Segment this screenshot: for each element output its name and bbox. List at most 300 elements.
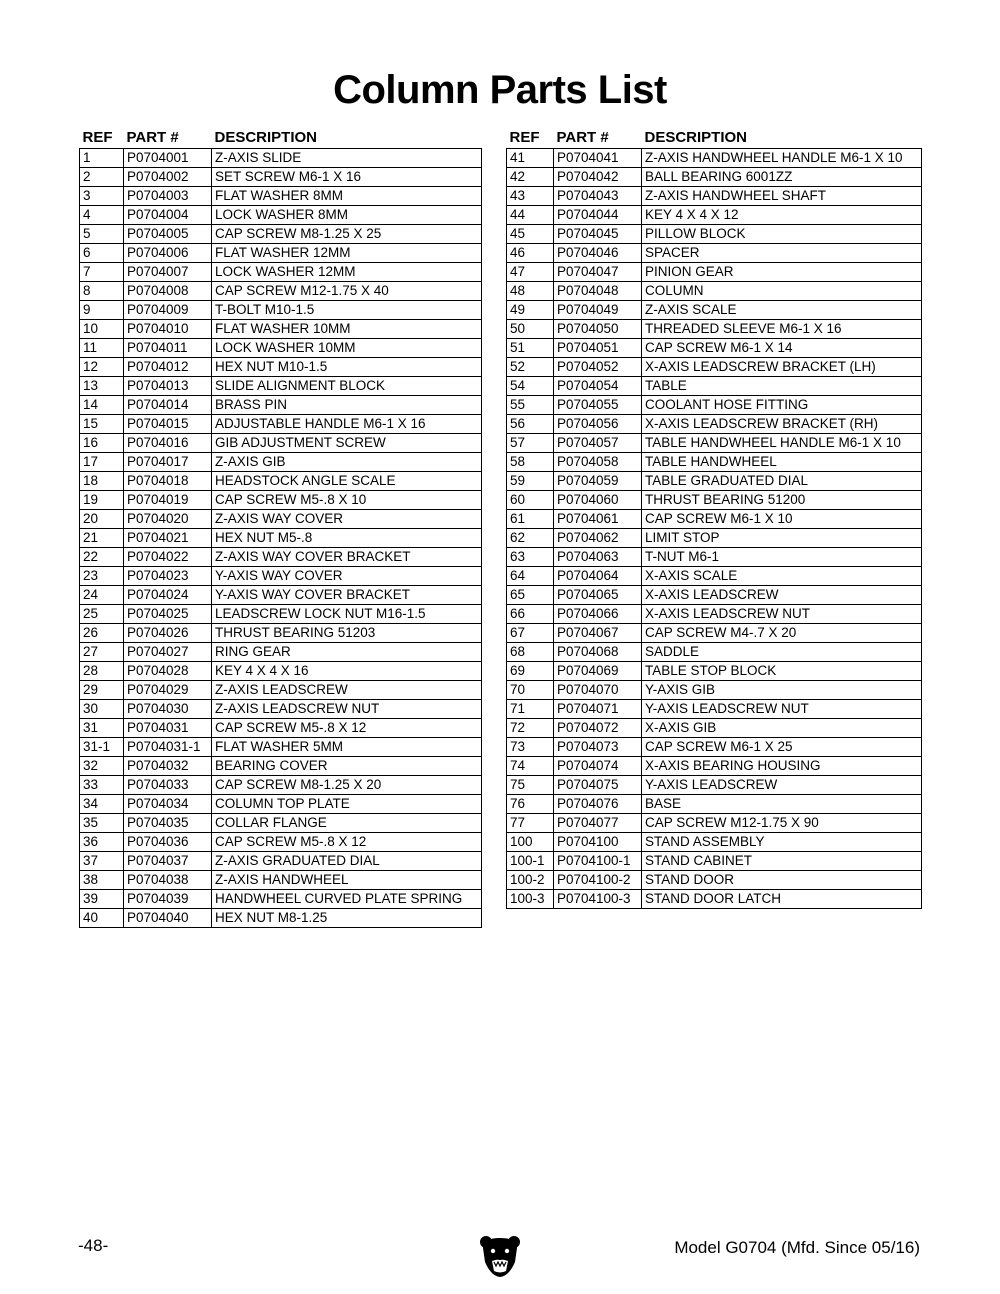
description-cell: TABLE STOP BLOCK <box>642 662 922 681</box>
ref-cell: 27 <box>80 643 124 662</box>
part-number-cell: P0704100-1 <box>554 852 642 871</box>
part-number-cell: P0704015 <box>124 415 212 434</box>
ref-cell: 66 <box>507 605 554 624</box>
description-cell: Z-AXIS GRADUATED DIAL <box>212 852 482 871</box>
ref-cell: 52 <box>507 358 554 377</box>
table-row <box>507 244 922 263</box>
table-row <box>80 738 482 757</box>
part-number-cell: P0704036 <box>124 833 212 852</box>
description-cell: CAP SCREW M5-.8 X 12 <box>212 719 482 738</box>
table-row <box>507 643 922 662</box>
table-row <box>80 434 482 453</box>
description-cell: THREADED SLEEVE M6-1 X 16 <box>642 320 922 339</box>
ref-cell: 61 <box>507 510 554 529</box>
ref-cell: 11 <box>80 339 124 358</box>
description-cell: HANDWHEEL CURVED PLATE SPRING <box>212 890 482 909</box>
part-number-cell: P0704072 <box>554 719 642 738</box>
ref-cell: 50 <box>507 320 554 339</box>
ref-cell: 42 <box>507 168 554 187</box>
ref-cell: 34 <box>80 795 124 814</box>
description-cell: T-NUT M6-1 <box>642 548 922 567</box>
part-number-cell: P0704059 <box>554 472 642 491</box>
ref-cell: 59 <box>507 472 554 491</box>
ref-cell: 5 <box>80 225 124 244</box>
description-cell: HEX NUT M8-1.25 <box>212 909 482 928</box>
part-number-cell: P0704076 <box>554 795 642 814</box>
part-number-cell: P0704003 <box>124 187 212 206</box>
ref-cell: 57 <box>507 434 554 453</box>
description-cell: Z-AXIS WAY COVER <box>212 510 482 529</box>
part-number-cell: P0704024 <box>124 586 212 605</box>
description-cell: T-BOLT M10-1.5 <box>212 301 482 320</box>
ref-cell: 17 <box>80 453 124 472</box>
description-cell: LIMIT STOP <box>642 529 922 548</box>
table-row <box>80 567 482 586</box>
description-cell: X-AXIS GIB <box>642 719 922 738</box>
ref-cell: 15 <box>80 415 124 434</box>
part-number-cell: P0704011 <box>124 339 212 358</box>
ref-cell: 37 <box>80 852 124 871</box>
ref-cell: 100-2 <box>507 871 554 890</box>
ref-cell: 38 <box>80 871 124 890</box>
ref-cell: 58 <box>507 453 554 472</box>
table-row <box>80 833 482 852</box>
part-column-header: PART # <box>556 129 609 146</box>
table-row <box>507 358 922 377</box>
ref-cell: 24 <box>80 586 124 605</box>
description-cell: KEY 4 X 4 X 12 <box>642 206 922 225</box>
part-number-cell: P0704070 <box>554 681 642 700</box>
table-row <box>80 871 482 890</box>
part-number-cell: P0704077 <box>554 814 642 833</box>
ref-cell: 2 <box>80 168 124 187</box>
part-number-cell: P0704012 <box>124 358 212 377</box>
table-row <box>80 320 482 339</box>
table-row <box>507 282 922 301</box>
part-number-cell: P0704043 <box>554 187 642 206</box>
ref-cell: 12 <box>80 358 124 377</box>
ref-cell: 31 <box>80 719 124 738</box>
description-cell: BRASS PIN <box>212 396 482 415</box>
table-row <box>80 814 482 833</box>
part-number-cell: P0704030 <box>124 700 212 719</box>
part-number-cell: P0704010 <box>124 320 212 339</box>
part-number-cell: P0704033 <box>124 776 212 795</box>
part-number-cell: P0704066 <box>554 605 642 624</box>
part-number-cell: P0704064 <box>554 567 642 586</box>
description-cell: FLAT WASHER 12MM <box>212 244 482 263</box>
table-row <box>507 377 922 396</box>
part-number-cell: P0704049 <box>554 301 642 320</box>
ref-cell: 4 <box>80 206 124 225</box>
ref-cell: 65 <box>507 586 554 605</box>
description-cell: LOCK WASHER 10MM <box>212 339 482 358</box>
ref-cell: 100-1 <box>507 852 554 871</box>
description-cell: SET SCREW M6-1 X 16 <box>212 168 482 187</box>
ref-cell: 46 <box>507 244 554 263</box>
ref-cell: 8 <box>80 282 124 301</box>
table-row <box>80 377 482 396</box>
table-row <box>507 605 922 624</box>
page-title: Column Parts List <box>333 68 667 112</box>
table-row <box>80 757 482 776</box>
table-row <box>80 358 482 377</box>
description-cell: THRUST BEARING 51203 <box>212 624 482 643</box>
part-number-cell: P0704006 <box>124 244 212 263</box>
ref-cell: 73 <box>507 738 554 757</box>
description-cell: SPACER <box>642 244 922 263</box>
table-row <box>80 282 482 301</box>
ref-cell: 18 <box>80 472 124 491</box>
bear-head-logo-icon <box>479 1234 521 1278</box>
ref-column-header: REF <box>509 129 540 146</box>
ref-cell: 100-3 <box>507 890 554 909</box>
table-row <box>80 396 482 415</box>
table-row <box>80 453 482 472</box>
description-cell: TABLE <box>642 377 922 396</box>
description-cell: CAP SCREW M12-1.75 X 90 <box>642 814 922 833</box>
table-row <box>80 890 482 909</box>
ref-cell: 22 <box>80 548 124 567</box>
part-number-cell: P0704021 <box>124 529 212 548</box>
part-number-cell: P0704009 <box>124 301 212 320</box>
ref-cell: 23 <box>80 567 124 586</box>
description-cell: Y-AXIS LEADSCREW <box>642 776 922 795</box>
table-row <box>80 605 482 624</box>
part-number-cell: P0704069 <box>554 662 642 681</box>
ref-cell: 25 <box>80 605 124 624</box>
table-row <box>507 567 922 586</box>
part-number-cell: P0704037 <box>124 852 212 871</box>
table-row <box>507 187 922 206</box>
ref-cell: 71 <box>507 700 554 719</box>
part-number-cell: P0704046 <box>554 244 642 263</box>
part-number-cell: P0704035 <box>124 814 212 833</box>
table-row <box>507 795 922 814</box>
ref-cell: 16 <box>80 434 124 453</box>
ref-cell: 63 <box>507 548 554 567</box>
description-cell: X-AXIS LEADSCREW NUT <box>642 605 922 624</box>
description-cell: Z-AXIS LEADSCREW NUT <box>212 700 482 719</box>
table-row <box>507 586 922 605</box>
part-number-cell: P0704019 <box>124 491 212 510</box>
description-cell: BEARING COVER <box>212 757 482 776</box>
part-number-cell: P0704025 <box>124 605 212 624</box>
ref-cell: 47 <box>507 263 554 282</box>
table-row <box>507 491 922 510</box>
description-cell: HEX NUT M10-1.5 <box>212 358 482 377</box>
ref-cell: 7 <box>80 263 124 282</box>
part-number-cell: P0704065 <box>554 586 642 605</box>
description-cell: Z-AXIS SLIDE <box>212 149 482 168</box>
description-cell: CAP SCREW M6-1 X 10 <box>642 510 922 529</box>
part-number-cell: P0704029 <box>124 681 212 700</box>
description-cell: SADDLE <box>642 643 922 662</box>
part-number-cell: P0704023 <box>124 567 212 586</box>
table-header-row <box>507 122 922 149</box>
part-number-cell: P0704045 <box>554 225 642 244</box>
table-row <box>80 719 482 738</box>
part-number-cell: P0704054 <box>554 377 642 396</box>
table-row <box>507 852 922 871</box>
table-row <box>80 206 482 225</box>
description-cell: CAP SCREW M8-1.25 X 20 <box>212 776 482 795</box>
ref-cell: 6 <box>80 244 124 263</box>
part-number-cell: P0704100 <box>554 833 642 852</box>
ref-cell: 60 <box>507 491 554 510</box>
description-cell: Z-AXIS LEADSCREW <box>212 681 482 700</box>
table-row <box>507 149 922 168</box>
parts-table-left <box>79 122 482 928</box>
description-cell: FLAT WASHER 10MM <box>212 320 482 339</box>
ref-cell: 56 <box>507 415 554 434</box>
part-number-cell: P0704075 <box>554 776 642 795</box>
description-cell: LOCK WASHER 12MM <box>212 263 482 282</box>
part-number-cell: P0704031 <box>124 719 212 738</box>
description-cell: COLUMN TOP PLATE <box>212 795 482 814</box>
table-row <box>507 681 922 700</box>
description-cell: Z-AXIS HANDWHEEL SHAFT <box>642 187 922 206</box>
ref-cell: 36 <box>80 833 124 852</box>
part-number-cell: P0704020 <box>124 510 212 529</box>
part-number-cell: P0704058 <box>554 453 642 472</box>
part-number-cell: P0704040 <box>124 909 212 928</box>
part-number-cell: P0704028 <box>124 662 212 681</box>
table-row <box>80 586 482 605</box>
ref-cell: 33 <box>80 776 124 795</box>
description-cell: STAND DOOR <box>642 871 922 890</box>
description-cell: CAP SCREW M12-1.75 X 40 <box>212 282 482 301</box>
ref-cell: 48 <box>507 282 554 301</box>
part-number-cell: P0704048 <box>554 282 642 301</box>
part-number-cell: P0704044 <box>554 206 642 225</box>
part-number-cell: P0704057 <box>554 434 642 453</box>
table-header-row <box>80 122 482 149</box>
part-number-cell: P0704042 <box>554 168 642 187</box>
table-row <box>507 301 922 320</box>
ref-cell: 68 <box>507 643 554 662</box>
part-number-cell: P0704027 <box>124 643 212 662</box>
ref-cell: 29 <box>80 681 124 700</box>
part-number-cell: P0704061 <box>554 510 642 529</box>
description-cell: CAP SCREW M8-1.25 X 25 <box>212 225 482 244</box>
ref-cell: 20 <box>80 510 124 529</box>
table-row <box>80 510 482 529</box>
description-cell: KEY 4 X 4 X 16 <box>212 662 482 681</box>
description-cell: TABLE GRADUATED DIAL <box>642 472 922 491</box>
description-cell: Z-AXIS HANDWHEEL <box>212 871 482 890</box>
part-number-cell: P0704038 <box>124 871 212 890</box>
table-row <box>80 909 482 928</box>
description-cell: Y-AXIS LEADSCREW NUT <box>642 700 922 719</box>
table-row <box>507 529 922 548</box>
description-column-header: DESCRIPTION <box>214 129 318 146</box>
table-row <box>507 738 922 757</box>
description-cell: GIB ADJUSTMENT SCREW <box>212 434 482 453</box>
table-row <box>507 225 922 244</box>
part-number-cell: P0704071 <box>554 700 642 719</box>
part-number-cell: P0704100-2 <box>554 871 642 890</box>
part-number-cell: P0704007 <box>124 263 212 282</box>
table-row <box>507 168 922 187</box>
description-cell: CAP SCREW M4-.7 X 20 <box>642 624 922 643</box>
ref-cell: 75 <box>507 776 554 795</box>
description-cell: Z-AXIS WAY COVER BRACKET <box>212 548 482 567</box>
table-row <box>507 472 922 491</box>
ref-cell: 39 <box>80 890 124 909</box>
description-cell: Z-AXIS GIB <box>212 453 482 472</box>
description-cell: Y-AXIS GIB <box>642 681 922 700</box>
ref-cell: 54 <box>507 377 554 396</box>
part-number-cell: P0704068 <box>554 643 642 662</box>
ref-cell: 44 <box>507 206 554 225</box>
table-row <box>80 852 482 871</box>
table-row <box>507 871 922 890</box>
description-cell: HEX NUT M5-.8 <box>212 529 482 548</box>
ref-cell: 28 <box>80 662 124 681</box>
table-row <box>80 624 482 643</box>
ref-cell: 13 <box>80 377 124 396</box>
ref-cell: 40 <box>80 909 124 928</box>
table-row <box>507 453 922 472</box>
description-cell: CAP SCREW M5-.8 X 12 <box>212 833 482 852</box>
part-number-cell: P0704051 <box>554 339 642 358</box>
part-number-cell: P0704031-1 <box>124 738 212 757</box>
description-cell: BALL BEARING 6001ZZ <box>642 168 922 187</box>
part-number-cell: P0704041 <box>554 149 642 168</box>
part-number-cell: P0704001 <box>124 149 212 168</box>
table-row <box>80 244 482 263</box>
table-row <box>507 624 922 643</box>
table-row <box>80 472 482 491</box>
description-cell: X-AXIS LEADSCREW BRACKET (LH) <box>642 358 922 377</box>
table-row <box>80 263 482 282</box>
table-row <box>507 415 922 434</box>
description-cell: TABLE HANDWHEEL HANDLE M6-1 X 10 <box>642 434 922 453</box>
part-number-cell: P0704055 <box>554 396 642 415</box>
ref-cell: 9 <box>80 301 124 320</box>
ref-cell: 55 <box>507 396 554 415</box>
description-cell: THRUST BEARING 51200 <box>642 491 922 510</box>
description-cell: PILLOW BLOCK <box>642 225 922 244</box>
description-cell: X-AXIS LEADSCREW <box>642 586 922 605</box>
table-row <box>80 491 482 510</box>
description-cell: COLLAR FLANGE <box>212 814 482 833</box>
part-number-cell: P0704008 <box>124 282 212 301</box>
description-cell: PINION GEAR <box>642 263 922 282</box>
ref-cell: 30 <box>80 700 124 719</box>
part-number-cell: P0704013 <box>124 377 212 396</box>
table-row <box>80 795 482 814</box>
ref-cell: 10 <box>80 320 124 339</box>
description-cell: CAP SCREW M5-.8 X 10 <box>212 491 482 510</box>
description-cell: COOLANT HOSE FITTING <box>642 396 922 415</box>
table-row <box>80 643 482 662</box>
part-number-cell: P0704062 <box>554 529 642 548</box>
ref-cell: 35 <box>80 814 124 833</box>
description-column-header: DESCRIPTION <box>644 129 748 146</box>
table-row <box>507 719 922 738</box>
description-cell: X-AXIS BEARING HOUSING <box>642 757 922 776</box>
ref-cell: 77 <box>507 814 554 833</box>
ref-cell: 41 <box>507 149 554 168</box>
part-number-cell: P0704060 <box>554 491 642 510</box>
ref-cell: 19 <box>80 491 124 510</box>
table-row <box>507 833 922 852</box>
ref-cell: 49 <box>507 301 554 320</box>
ref-cell: 72 <box>507 719 554 738</box>
ref-cell: 67 <box>507 624 554 643</box>
table-row <box>507 263 922 282</box>
description-cell: Z-AXIS HANDWHEEL HANDLE M6-1 X 10 <box>642 149 922 168</box>
table-row <box>80 149 482 168</box>
description-cell: HEADSTOCK ANGLE SCALE <box>212 472 482 491</box>
ref-cell: 1 <box>80 149 124 168</box>
parts-table-right <box>506 122 922 909</box>
part-number-cell: P0704047 <box>554 263 642 282</box>
description-cell: X-AXIS SCALE <box>642 567 922 586</box>
table-row <box>80 415 482 434</box>
table-row <box>507 320 922 339</box>
part-number-cell: P0704002 <box>124 168 212 187</box>
table-row <box>80 225 482 244</box>
ref-cell: 100 <box>507 833 554 852</box>
description-cell: STAND CABINET <box>642 852 922 871</box>
part-number-cell: P0704050 <box>554 320 642 339</box>
ref-cell: 31-1 <box>80 738 124 757</box>
description-cell: BASE <box>642 795 922 814</box>
table-row <box>80 187 482 206</box>
part-number-cell: P0704026 <box>124 624 212 643</box>
ref-cell: 45 <box>507 225 554 244</box>
table-row <box>507 776 922 795</box>
table-row <box>507 510 922 529</box>
description-cell: STAND ASSEMBLY <box>642 833 922 852</box>
description-cell: CAP SCREW M6-1 X 14 <box>642 339 922 358</box>
ref-cell: 14 <box>80 396 124 415</box>
description-cell: Z-AXIS SCALE <box>642 301 922 320</box>
table-row <box>80 339 482 358</box>
description-cell: COLUMN <box>642 282 922 301</box>
description-cell: FLAT WASHER 8MM <box>212 187 482 206</box>
part-number-cell: P0704017 <box>124 453 212 472</box>
description-cell: FLAT WASHER 5MM <box>212 738 482 757</box>
table-row <box>507 662 922 681</box>
table-row <box>80 776 482 795</box>
part-number-cell: P0704014 <box>124 396 212 415</box>
ref-cell: 21 <box>80 529 124 548</box>
ref-cell: 70 <box>507 681 554 700</box>
table-row <box>80 700 482 719</box>
table-row <box>80 662 482 681</box>
table-row <box>507 757 922 776</box>
ref-cell: 26 <box>80 624 124 643</box>
ref-cell: 62 <box>507 529 554 548</box>
ref-cell: 43 <box>507 187 554 206</box>
description-cell: RING GEAR <box>212 643 482 662</box>
table-row <box>507 206 922 225</box>
table-row <box>507 814 922 833</box>
table-row <box>507 548 922 567</box>
part-column-header: PART # <box>126 129 179 146</box>
table-row <box>80 681 482 700</box>
description-cell: STAND DOOR LATCH <box>642 890 922 909</box>
part-number-cell: P0704005 <box>124 225 212 244</box>
part-number-cell: P0704039 <box>124 890 212 909</box>
description-cell: LOCK WASHER 8MM <box>212 206 482 225</box>
table-row <box>80 301 482 320</box>
table-row <box>507 434 922 453</box>
